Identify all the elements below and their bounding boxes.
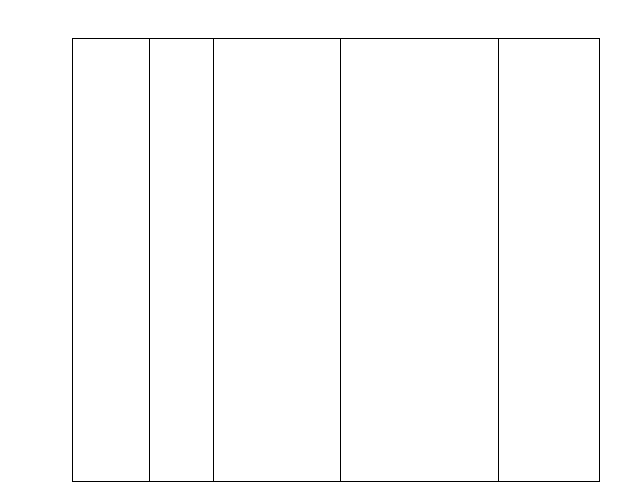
column-divider	[498, 39, 499, 481]
column-divider	[213, 39, 214, 481]
competency-cell	[215, 39, 340, 48]
subject-cell	[150, 39, 213, 48]
day-time-cell	[73, 39, 149, 42]
column-divider	[149, 39, 150, 481]
activity-cell	[341, 39, 498, 51]
lesson-plan-table	[72, 38, 600, 482]
delivery-cell	[499, 39, 600, 51]
column-divider	[340, 39, 341, 481]
